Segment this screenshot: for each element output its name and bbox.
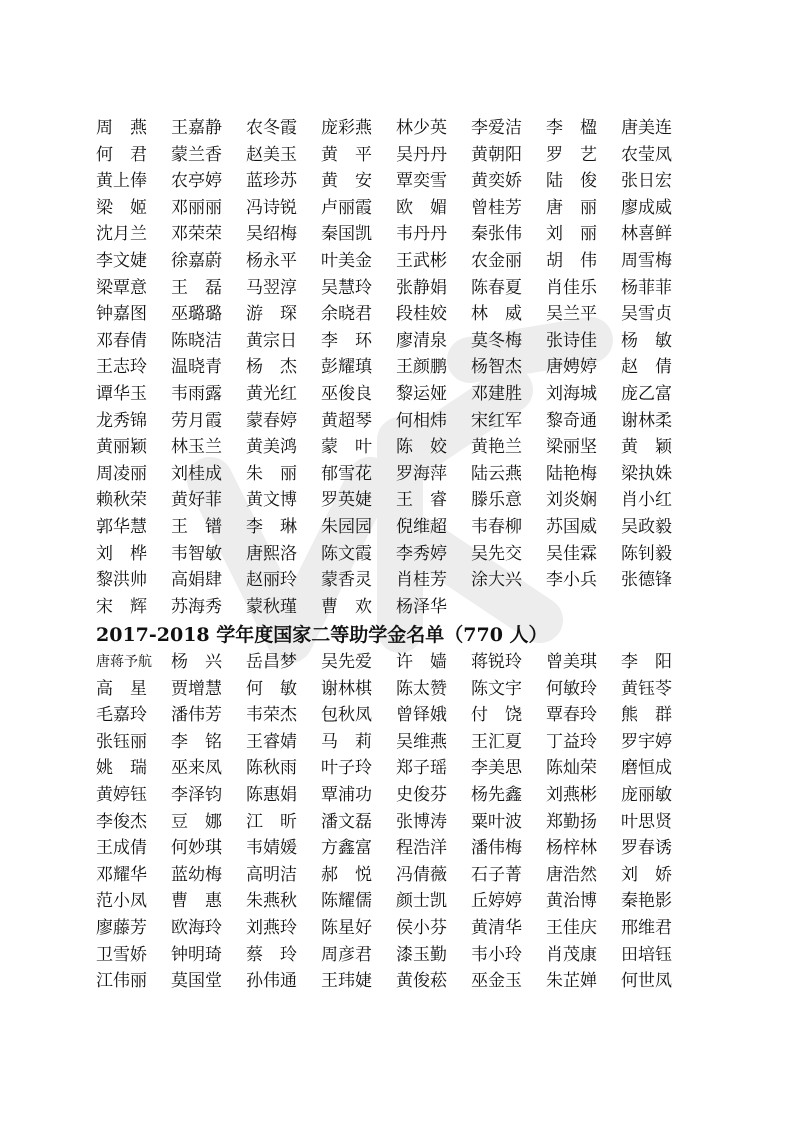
student-name: 肖小红 — [621, 490, 672, 511]
student-name: 欧 媚 — [396, 197, 447, 218]
student-name: 黄艳兰 — [471, 437, 522, 458]
student-name: 郭华慧 — [96, 517, 147, 537]
student-name: 巫来凤 — [171, 758, 222, 779]
student-name: 肖佳乐 — [546, 277, 597, 298]
student-name: 梁覃意 — [96, 277, 147, 298]
student-name: 黎运娅 — [396, 384, 447, 404]
student-name: 黄婷钰 — [96, 785, 147, 805]
student-name: 范小凤 — [96, 891, 147, 912]
student-name: 黄上俸 — [96, 171, 147, 192]
student-name: 杨 敏 — [621, 330, 672, 351]
student-name: 蔡 玲 — [246, 944, 297, 965]
student-name: 曾美琪 — [546, 652, 597, 672]
student-name: 黄超琴 — [321, 410, 372, 431]
student-name: 刘燕彬 — [546, 785, 597, 805]
student-name: 郝 悦 — [321, 864, 372, 885]
student-name: 吴佳霖 — [546, 543, 597, 564]
student-name: 潘文磊 — [321, 811, 372, 832]
student-name: 王志玲 — [96, 357, 147, 378]
student-name: 梁 姬 — [96, 197, 147, 218]
student-name: 陈秋雨 — [246, 758, 297, 779]
student-name: 李 铭 — [171, 731, 222, 752]
section-heading: 2017-2018 学年度国家二等助学金名单（770 人） — [96, 624, 548, 646]
student-name: 付 饶 — [471, 705, 522, 726]
student-name: 林 威 — [471, 304, 522, 325]
student-name: 胡 伟 — [546, 251, 597, 271]
student-name: 黄文博 — [246, 490, 297, 511]
student-name: 黄俊菘 — [396, 971, 447, 992]
student-name: 王佳庆 — [546, 918, 597, 938]
student-name: 黄丽颖 — [96, 437, 147, 458]
student-name: 宋红军 — [471, 410, 522, 431]
student-name: 吴兰平 — [546, 304, 597, 325]
student-name: 何敏玲 — [546, 678, 597, 699]
name-row — [96, 915, 696, 941]
student-name: 陈星好 — [321, 918, 372, 938]
student-name: 江 昕 — [246, 811, 297, 832]
student-name: 张静娟 — [396, 277, 447, 298]
name-row — [96, 514, 696, 540]
name-row — [96, 168, 696, 194]
name-row — [96, 487, 696, 513]
student-name: 张钰丽 — [96, 731, 147, 752]
name-row — [96, 381, 696, 407]
student-name: 王嘉静 — [171, 118, 222, 138]
student-name: 刘 桦 — [96, 543, 147, 564]
student-name: 黄 平 — [321, 144, 372, 165]
student-name: 滕乐意 — [471, 490, 522, 511]
student-name: 龙秀锦 — [96, 410, 147, 431]
name-row — [96, 942, 696, 968]
student-name: 游 琛 — [246, 304, 297, 325]
student-name: 黄治博 — [546, 891, 597, 912]
student-name: 杨菲菲 — [621, 277, 672, 298]
student-name: 何 敏 — [246, 678, 297, 699]
student-name: 黄宗日 — [246, 330, 297, 351]
student-name: 梁执姝 — [621, 463, 672, 484]
student-name: 黄钰苓 — [621, 678, 672, 699]
student-name: 方鑫富 — [321, 838, 372, 859]
student-name: 苏海秀 — [171, 596, 222, 617]
student-name: 高明洁 — [246, 864, 297, 885]
student-name: 杨 杰 — [246, 357, 297, 378]
student-name: 冯倩薇 — [396, 864, 447, 885]
student-name: 陈文宇 — [471, 678, 522, 699]
student-name: 肖茂康 — [546, 944, 597, 965]
student-name: 黄 颖 — [621, 437, 672, 458]
student-name: 杨梓林 — [546, 838, 597, 859]
student-name: 卫雪娇 — [96, 944, 147, 965]
student-name: 陈文霞 — [321, 543, 372, 564]
student-name: 廖成威 — [621, 197, 672, 218]
student-name: 秦艳影 — [621, 891, 672, 912]
student-name: 曾桂芳 — [471, 197, 522, 218]
student-name: 韦雨露 — [171, 384, 222, 404]
student-name: 韦荣杰 — [246, 705, 297, 726]
student-name: 覃奕雪 — [396, 171, 447, 192]
student-name: 李文婕 — [96, 251, 147, 271]
student-name: 蓝珍苏 — [246, 171, 297, 192]
student-name: 蒙香灵 — [321, 570, 372, 591]
student-name: 秦国凯 — [321, 224, 372, 245]
student-name: 刘 娇 — [621, 864, 672, 885]
student-name: 石子菁 — [471, 864, 522, 885]
student-name: 唐美连 — [621, 118, 672, 138]
student-name: 何世凤 — [621, 971, 672, 992]
student-name: 巫金玉 — [471, 971, 522, 992]
student-name: 涂大兴 — [471, 570, 522, 591]
name-row — [96, 354, 696, 380]
student-name: 吴先爱 — [321, 652, 372, 672]
name-row — [96, 195, 696, 221]
name-row — [96, 248, 696, 274]
student-name: 许 嫱 — [396, 652, 447, 672]
student-name: 邓丽丽 — [171, 197, 222, 218]
student-name: 赵丽玲 — [246, 570, 297, 591]
student-name: 丁益玲 — [546, 731, 597, 752]
student-name: 程浩洋 — [396, 838, 447, 859]
student-name: 黎洪帅 — [96, 570, 147, 591]
student-name: 颜士凯 — [396, 891, 447, 912]
name-row — [96, 567, 696, 593]
student-name: 叶子玲 — [321, 758, 372, 779]
student-name: 徐嘉蔚 — [171, 251, 222, 271]
name-row — [96, 461, 696, 487]
student-name: 廖藤芳 — [96, 918, 147, 938]
student-name: 史俊芬 — [396, 785, 447, 805]
student-name: 王 睿 — [396, 490, 447, 511]
student-name: 韦小玲 — [471, 944, 522, 965]
student-name: 赵 倩 — [621, 357, 672, 378]
student-name: 吴丹丹 — [396, 144, 447, 165]
student-name: 农亭婷 — [171, 171, 222, 192]
student-name: 赖秋荣 — [96, 490, 147, 511]
student-name: 李美思 — [471, 758, 522, 779]
student-name: 杨 兴 — [171, 652, 222, 672]
student-name: 彭耀瑱 — [321, 357, 372, 378]
student-name: 农冬霞 — [246, 118, 297, 138]
student-name: 黄光红 — [246, 384, 297, 404]
student-name: 马 莉 — [321, 731, 372, 752]
student-name: 王 镨 — [171, 517, 222, 537]
student-name: 潘伟梅 — [471, 838, 522, 859]
name-row — [96, 782, 696, 808]
name-row — [96, 968, 696, 994]
student-name: 蒙 叶 — [321, 437, 372, 458]
student-name: 王武彬 — [396, 251, 447, 271]
student-name: 曾铎娥 — [396, 705, 447, 726]
student-name: 朱燕秋 — [246, 891, 297, 912]
student-name: 宋 辉 — [96, 596, 147, 617]
student-name: 侯小芬 — [396, 918, 447, 938]
student-name: 叶思贤 — [621, 811, 672, 832]
student-name: 韦婧媛 — [246, 838, 297, 859]
student-name: 罗春诱 — [621, 838, 672, 859]
student-name: 邓耀华 — [96, 864, 147, 885]
name-row — [96, 142, 696, 168]
student-name: 李 环 — [321, 330, 372, 351]
student-name: 周 燕 — [96, 118, 147, 138]
student-name: 王玮婕 — [321, 971, 372, 992]
student-name: 卢丽霞 — [321, 197, 372, 218]
student-name: 谢林棋 — [321, 678, 372, 699]
student-name: 温晓青 — [171, 357, 222, 378]
name-row — [96, 702, 696, 728]
student-name: 毛嘉玲 — [96, 705, 147, 726]
student-name: 田培钰 — [621, 944, 672, 965]
student-name: 陆 俊 — [546, 171, 597, 192]
student-name: 覃春玲 — [546, 705, 597, 726]
student-name: 蓝幼梅 — [171, 864, 222, 885]
name-row — [96, 434, 696, 460]
student-name: 王 磊 — [171, 277, 222, 298]
student-name: 莫国堂 — [171, 971, 222, 992]
student-name: 高娟肆 — [171, 570, 222, 591]
name-row — [96, 541, 696, 567]
student-name: 梁丽坚 — [546, 437, 597, 458]
student-name: 罗海萍 — [396, 463, 447, 484]
student-name: 黄朝阳 — [471, 144, 522, 165]
student-name: 倪维超 — [396, 517, 447, 537]
name-row — [96, 275, 696, 301]
student-name: 刘海城 — [546, 384, 597, 404]
student-name: 唐娉婷 — [546, 357, 597, 378]
student-name: 李爱洁 — [471, 118, 522, 138]
student-name: 张诗佳 — [546, 330, 597, 351]
name-row — [96, 221, 696, 247]
student-name: 吴政毅 — [621, 517, 672, 537]
student-name: 王颜鹏 — [396, 357, 447, 378]
student-name: 农莹凤 — [621, 144, 672, 165]
student-name: 唐蒋予航 — [96, 654, 152, 670]
student-name: 韦春柳 — [471, 517, 522, 537]
student-name: 高 星 — [96, 678, 147, 699]
student-name: 曹 欢 — [321, 596, 372, 617]
student-name: 漆玉勤 — [396, 944, 447, 965]
student-name: 刘 丽 — [546, 224, 597, 245]
student-name: 肖桂芳 — [396, 570, 447, 591]
student-name: 李 阳 — [621, 652, 672, 672]
student-name: 巫俊良 — [321, 384, 372, 404]
student-name: 苏国威 — [546, 517, 597, 537]
student-name: 吴雪贞 — [621, 304, 672, 325]
student-name: 钟嘉图 — [96, 304, 147, 325]
student-name: 岳昌梦 — [246, 652, 297, 672]
name-row — [96, 328, 696, 354]
student-name: 陆云燕 — [471, 463, 522, 484]
student-name: 陈灿荣 — [546, 758, 597, 779]
student-name: 陆艳梅 — [546, 463, 597, 484]
name-row — [96, 835, 696, 861]
student-name: 粟叶波 — [471, 811, 522, 832]
student-name: 杨泽华 — [396, 596, 447, 617]
student-name: 周雪梅 — [621, 251, 672, 271]
student-name: 王汇夏 — [471, 731, 522, 752]
student-name: 杨智杰 — [471, 357, 522, 378]
student-name: 陈太赞 — [396, 678, 447, 699]
student-name: 贾增慧 — [171, 678, 222, 699]
student-name: 李 楹 — [546, 118, 597, 138]
student-name: 廖清泉 — [396, 330, 447, 351]
student-name: 何妙琪 — [171, 838, 222, 859]
student-name: 沈月兰 — [96, 224, 147, 245]
student-name: 陈钊毅 — [621, 543, 672, 564]
student-name: 陈惠娟 — [246, 785, 297, 805]
student-name: 蒋锐玲 — [471, 652, 522, 672]
name-row — [96, 115, 696, 141]
student-name: 黄清华 — [471, 918, 522, 938]
student-name: 何相炜 — [396, 410, 447, 431]
student-name: 姚 瑞 — [96, 758, 147, 779]
student-name: 邢维君 — [621, 918, 672, 938]
student-name: 张德锋 — [621, 570, 672, 591]
student-name: 吴绍梅 — [246, 224, 297, 245]
student-name: 吴维燕 — [396, 731, 447, 752]
student-name: 李秀婷 — [396, 543, 447, 564]
student-name: 李俊杰 — [96, 811, 147, 832]
student-name: 蒙兰香 — [171, 144, 222, 165]
student-name: 唐熙洛 — [246, 543, 297, 564]
student-name: 叶美金 — [321, 251, 372, 271]
student-name: 段桂姣 — [396, 304, 447, 325]
student-name: 莫冬梅 — [471, 330, 522, 351]
student-name: 李小兵 — [546, 570, 597, 591]
name-row — [96, 755, 696, 781]
student-name: 磨恒成 — [621, 758, 672, 779]
student-name: 孙伟通 — [246, 971, 297, 992]
student-name: 欧海玲 — [171, 918, 222, 938]
student-name: 江伟丽 — [96, 971, 147, 992]
name-row — [96, 809, 696, 835]
student-name: 朱园园 — [321, 517, 372, 537]
student-name: 罗 艺 — [546, 144, 597, 165]
student-name: 罗宇婷 — [621, 731, 672, 752]
name-row — [96, 676, 696, 702]
student-name: 谭华玉 — [96, 384, 147, 404]
student-name: 黄奕娇 — [471, 171, 522, 192]
student-name: 刘炎娴 — [546, 490, 597, 511]
name-row — [96, 862, 696, 888]
student-name: 包秋凤 — [321, 705, 372, 726]
name-row — [96, 594, 696, 620]
student-name: 唐 丽 — [546, 197, 597, 218]
student-name: 邓春倩 — [96, 330, 147, 351]
student-name: 李泽钧 — [171, 785, 222, 805]
student-name: 曹 惠 — [171, 891, 222, 912]
student-name: 唐浩然 — [546, 864, 597, 885]
student-name: 陈 姣 — [396, 437, 447, 458]
student-name: 庞丽敏 — [621, 785, 672, 805]
student-name: 刘桂成 — [171, 463, 222, 484]
student-name: 韦智敏 — [171, 543, 222, 564]
student-name: 豆 娜 — [171, 811, 222, 832]
student-name: 朱 丽 — [246, 463, 297, 484]
student-name: 黄美鸿 — [246, 437, 297, 458]
student-name: 吴先交 — [471, 543, 522, 564]
student-name: 郑子瑶 — [396, 758, 447, 779]
student-name: 林喜鲜 — [621, 224, 672, 245]
student-name: 庞乙富 — [621, 384, 672, 404]
student-name: 杨永平 — [246, 251, 297, 271]
student-name: 邓建胜 — [471, 384, 522, 404]
student-name: 黎奇通 — [546, 410, 597, 431]
student-name: 何 君 — [96, 144, 147, 165]
name-row — [96, 649, 696, 675]
student-name: 冯诗锐 — [246, 197, 297, 218]
student-name: 丘婷婷 — [471, 891, 522, 912]
student-name: 邓荣荣 — [171, 224, 222, 245]
student-name: 张日宏 — [621, 171, 672, 192]
student-name: 吴慧玲 — [321, 277, 372, 298]
student-name: 林少英 — [396, 118, 447, 138]
name-row — [96, 301, 696, 327]
student-name: 巫璐璐 — [171, 304, 222, 325]
student-name: 蒙秋瑾 — [246, 596, 297, 617]
student-name: 韦丹丹 — [396, 224, 447, 245]
name-row — [96, 729, 696, 755]
student-name: 劳月霞 — [171, 410, 222, 431]
name-row — [96, 408, 696, 434]
student-name: 农金丽 — [471, 251, 522, 271]
student-name: 潘伟芳 — [171, 705, 222, 726]
student-name: 余晓君 — [321, 304, 372, 325]
student-name: 林玉兰 — [171, 437, 222, 458]
name-row — [96, 888, 696, 914]
student-name: 陈耀儒 — [321, 891, 372, 912]
student-name: 陈春夏 — [471, 277, 522, 298]
student-name: 罗英婕 — [321, 490, 372, 511]
student-name: 覃浦功 — [321, 785, 372, 805]
student-name: 马翌淳 — [246, 277, 297, 298]
student-name: 秦张伟 — [471, 224, 522, 245]
student-name: 谢林柔 — [621, 410, 672, 431]
student-name: 王睿婧 — [246, 731, 297, 752]
student-name: 郑勤扬 — [546, 811, 597, 832]
student-name: 杨先鑫 — [471, 785, 522, 805]
student-name: 熊 群 — [621, 705, 672, 726]
student-name: 李 琳 — [246, 517, 297, 537]
student-name: 周彦君 — [321, 944, 372, 965]
student-name: 张博涛 — [396, 811, 447, 832]
student-name: 王成倩 — [96, 838, 147, 859]
student-name: 朱芷婵 — [546, 971, 597, 992]
student-name: 刘燕玲 — [246, 918, 297, 938]
student-name: 庞彩燕 — [321, 118, 372, 138]
student-name: 黄好菲 — [171, 490, 222, 511]
student-name: 周凌丽 — [96, 463, 147, 484]
student-name: 黄 安 — [321, 171, 372, 192]
student-name: 蒙春婷 — [246, 410, 297, 431]
student-name: 赵美玉 — [246, 144, 297, 165]
student-name: 陈晓洁 — [171, 330, 222, 351]
student-name: 郁雪花 — [321, 463, 372, 484]
student-name: 钟明琦 — [171, 944, 222, 965]
